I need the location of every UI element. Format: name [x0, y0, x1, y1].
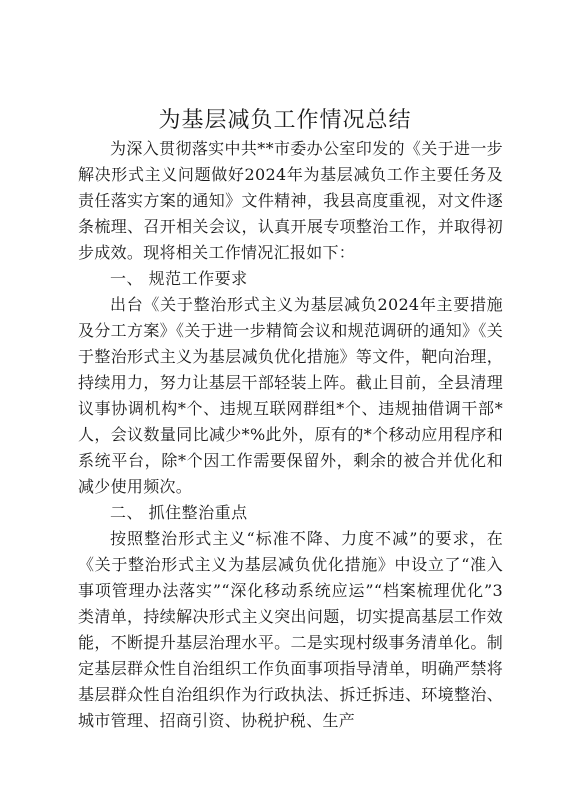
- section-heading-1: 一、 规范工作要求: [110, 269, 248, 288]
- section-paragraph-1: 出台《关于整治形式主义为基层减负2024年主要措施及分工方案》《关于进一步精简会议和规范调研的通知》《关于整治形式主义为基层减负优化措施》等文件，靶向治理，持续用力，努力让基层干部轻装上阵。截止目前，全县清理议事协调机构*个、违规互联网群组*个、违规抽借调干部*人，会议数量同比减少*%此外，原有的*个移动应用程序和系统平台，除*个因工作需要保留外，剩余的被合并优化和减少使用频次。: [78, 295, 503, 496]
- section-paragraph-2: 按照整治形式主义“标准不降、力度不减”的要求，在《关于整治形式主义为基层减负优化措施》中设立了“准入事项管理办法落实”“深化移动系统应运”“档案梳理优化”3类清单，持续解决形式主义突出问题，切实提高基层工作效能，不断提升基层治理水平。二是实现村级事务清单化。制定基层群众性自治组织工作负面事项指导清单，明确严禁将基层群众性自治组织作为行政执法、拆迁拆违、环境整治、城市管理、招商引资、协税护税、生产: [78, 529, 503, 730]
- document-body: [78, 136, 503, 734]
- intro-paragraph: 为深入贯彻落实中共**市委办公室印发的《关于进一步解决形式主义问题做好2024年为基层减负工作主要任务及责任落实方案的通知》文件精神，我县高度重视，对文件逐条梳理、召开相关会议，认真开展专项整治工作，并取得初步成效。现将相关工作情况汇报如下：: [78, 139, 503, 262]
- document-title: 为基层减负工作情况总结: [158, 108, 412, 133]
- section-heading-2: 二、 抓住整治重点: [110, 503, 248, 522]
